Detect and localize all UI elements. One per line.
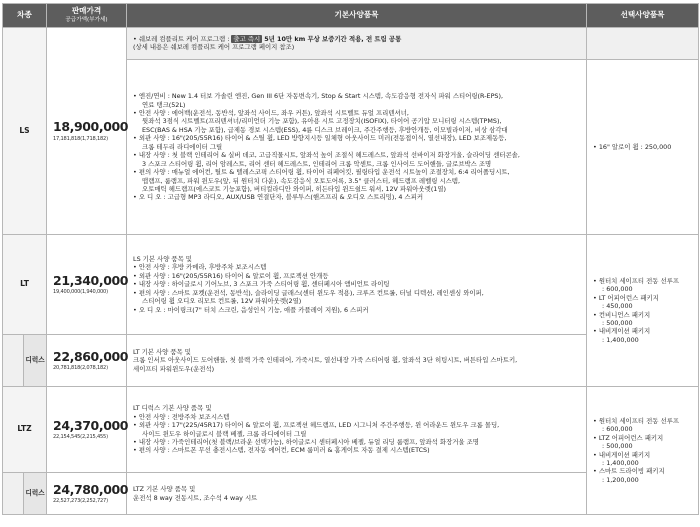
common-note-row [3, 28, 699, 60]
spec-line: LS 기본 사양 품목 및 [133, 254, 192, 263]
price-lt-value: 21,340,000 [53, 272, 129, 288]
basic-lt [127, 235, 587, 335]
option-price: : 600,000 [602, 425, 633, 434]
header-price [47, 4, 127, 28]
trim-ltz-deluxe: 디럭스 [24, 473, 47, 515]
price-ltz-value: 24,370,000 [53, 417, 129, 433]
header-basic-specs: 기본사양품목 [127, 4, 587, 28]
basic-ltz [127, 387, 587, 473]
header-price-sub: 공급가액(부가세) [65, 17, 108, 24]
price-ltz [47, 387, 127, 473]
trim-lt-deluxe: 디럭스 [24, 335, 47, 387]
basic-ltz-deluxe [127, 473, 587, 515]
trim-price-table [2, 3, 699, 515]
note-line-1-a: • 쉐보레 컴플리트 케어 프로그램 : [133, 34, 230, 43]
spec-line: 뒷좌석 3점식 시트벨트(프리텐셔너/리미언더 기능 포함), 유아용 시트 고정장치(ISOFIX), 타이어 공기압 모니터링 시스템(TPMS), [142, 117, 502, 126]
option-price: : 500,000 [602, 318, 633, 327]
basic-lt-deluxe [127, 335, 587, 387]
spec-line: 3 스포크 스티어링 휠, 리어 암레스트, 리어 센터 헤드레스트, 인테리어 크롬 악센트, 크롬 인사이드 도어핸들, 글로브박스 조명 [142, 159, 492, 168]
price-ls [47, 28, 127, 235]
option-price: : 1,200,000 [602, 475, 639, 484]
trim-indent-spacer [3, 335, 24, 387]
option-item: • 원터치 세이프티 전동 선루프 [593, 416, 679, 425]
spec-line: 세이프티 파워윈도우(운전석) [133, 364, 215, 373]
options-ltz [587, 387, 699, 515]
price-ltz-deluxe-value: 24,780,000 [53, 481, 129, 497]
spec-line: 크롬 테두리 라디에이터 그릴 [142, 142, 223, 151]
spec-line: • 외관 사양 : 17"(225/45R17) 타이어 & 알로이 휠, 프로젝션 헤드램프, LED 시그니처 주간주행등, 윈 어라운드 윈도우 크롬 몰딩, [133, 421, 500, 430]
price-lt-deluxe [47, 335, 127, 387]
spec-line: 맵램프, 룸램프, 파워 윈도우(앞, 뒤 원터치 다운), 속도감응식 오토도어록, 3.5" 클러스터, 헤드램프 레벨링 시스템, [142, 176, 461, 185]
row-ltz [3, 387, 699, 473]
trim-ltz: LTZ [3, 387, 47, 473]
price-ls-value: 18,900,000 [53, 119, 129, 135]
option-price: : 450,000 [602, 302, 633, 311]
note-option-blank [587, 28, 699, 60]
spec-line: • 안전 사양 : 후방 카메라, 후방주차 보조시스템 [133, 263, 267, 272]
trim-lt: LT [3, 235, 47, 335]
price-lt-sub: 19,400,000(1,940,000) [53, 289, 108, 296]
spec-line: • 안전 사양 : 전방주차 보조시스템 [133, 412, 230, 421]
table-header-row [3, 4, 699, 28]
options-lt [587, 235, 699, 387]
option-item: • LT 어피어런스 패키지 [593, 293, 659, 302]
price-ltz-deluxe-sub: 22,527,273(2,252,727) [53, 498, 108, 505]
option-item: • 내비게이션 패키지 [593, 327, 651, 336]
price-lt-deluxe-sub: 20,781,818(2,078,182) [53, 365, 108, 372]
row-lt [3, 235, 699, 335]
header-trim: 차종 [3, 4, 47, 28]
spec-line: • 편의 사양 : 스마트 포켓(운전석, 동반석), 슬라이딩 글래스(센터 윈도우 적용), 크루즈 컨트롤, 터널 디텍션, 레인센싱 와이퍼, [133, 288, 484, 297]
option-price: : 1,400,000 [602, 335, 639, 344]
spec-line: 스티어링 휠 오디오 리모트 컨트롤, 12V 파워아웃렛(2열) [142, 297, 302, 306]
price-lt-deluxe-value: 22,860,000 [53, 348, 129, 364]
option-item: • LTZ 어피어런스 패키지 [593, 433, 664, 442]
spec-line: ESC(BAS & HSA 기능 포함), 급제동 경보 시스템(ESS), 4륜 디스크 브레이크, 주간주행등, 후방안개등, 이모빌라이저, 비상 삼각대 [142, 125, 508, 134]
spec-line: LT 기본 사양 품목 및 [133, 347, 191, 356]
price-ls-sub: 17,181,818(1,718,182) [53, 135, 108, 142]
option-item: • 내비게이션 패키지 [593, 450, 651, 459]
note-line-1-b: 5년 10만 km 무상 보증기간 적용, 전 트림 공통 [264, 34, 402, 43]
basic-ls [127, 60, 587, 235]
option-item: • 원터치 세이프티 전동 선루프 [593, 276, 679, 285]
spec-line: 사이드 윈도우 하이글로시 블랙 베젤, 크롬 라디에이터 그릴 [142, 429, 307, 438]
header-price-label: 판매가격 [71, 6, 102, 16]
spec-line: • 편의 사양 : 매뉴얼 에어컨, 틸트 & 텔레스코픽 스티어링 휠, 타이어 리페어킷, 필링타입 운전석 시트높이 조절장치, 6:4 리어폴딩시트, [133, 168, 510, 177]
option-price: : 600,000 [602, 285, 633, 294]
trim-indent-spacer [3, 473, 24, 515]
trim-ls: LS [3, 28, 47, 235]
spec-line: • 내장 사양 : 첫 블랙 인테리어 & 실버 데코, 고급직물시트, 앞좌석 높이 조절식 헤드레스트, 앞좌석 선바이저 화장거울, 슬라이딩 센터콘솔, [133, 151, 520, 160]
spec-line: 연료 탱크(52L) [142, 100, 186, 109]
spec-line: • 내장 사양 : 하이글로시 기어노브, 3 스포크 가죽 스티어링 휠, 센터페시아 앰비언트 라이팅 [133, 280, 390, 289]
options-ls [587, 60, 699, 235]
spec-line: • 안전 사양 : 에어백(운전석, 동반석, 앞좌석 사이드, 좌우 커튼), 앞좌석 시트벨트 듀얼 프리텐셔너, [133, 108, 409, 117]
spec-line: • 외관 사양 : 16"(205/55R16) 타이어 & 스틸 휠, LED 방향지시등 일체형 아웃사이드 미러(전동접이식, 열선내장), LED 보조제동등, [133, 134, 507, 143]
spec-line: LT 디럭스 기본 사양 품목 및 [133, 404, 212, 413]
option-price: : 1,400,000 [602, 458, 639, 467]
option-price: : 500,000 [602, 442, 633, 451]
price-lt [47, 235, 127, 335]
price-ltz-sub: 22,154,545(2,215,455) [53, 434, 108, 441]
option-item: • 16" 알로이 휠 : 250,000 [593, 142, 672, 151]
spec-line: • 오 디 오 : 고급형 MP3 라디오, AUX/USB 연결단자, 블루투스(핸즈프리 & 오디오 스트리밍), 4 스피커 [133, 193, 424, 202]
spec-line: • 엔진/연비 : New 1.4 터보 가솔린 엔진, Gen III 6단 자동변속기, Stop & Start 시스템, 속도감응형 전자식 파워 스티어링(R-EPS), [133, 92, 504, 101]
spec-line: • 외관 사양 : 16"(205/55R16) 타이어 & 알로이 휠, 프로젝션 안개등 [133, 271, 329, 280]
option-item: • 스마트 드라이빙 패키지 [593, 467, 665, 476]
note-line-1 [133, 35, 401, 43]
spec-line: 크롬 인서트 아웃사이드 도어핸들, 첫 블랙 가죽 인테리어, 가죽시트, 열선내장 가죽 스티어링 휠, 앞좌석 3단 히팅시트, 버튼타입 스마트키, [133, 356, 518, 365]
spec-line: 운전석 8 way 전동시트, 조수석 4 way 시트 [133, 493, 258, 502]
spec-line: • 편의 사양 : 스마트폰 무선 충전시스템, 전자동 에어컨, ECM 룸미러 & 홈게이트 자동 결제 시스템(ETCS) [133, 446, 430, 455]
option-item: • 컨비니언스 패키지 [593, 310, 651, 319]
price-ltz-deluxe [47, 473, 127, 515]
note-line-2: (상세 내용은 쉐보레 컴플리트 케어 프로그램 페이지 참조) [133, 43, 295, 51]
spec-line: 오토매틱 헤드램프(에스코트 기능포함), 버티컬라디안 와이퍼, 히든타입 윈드쉴드 워셔, 12V 파워아웃렛(1열) [142, 185, 447, 194]
spec-line: • 오 디 오 : 마이링크(7" 터치 스크린, 음성인식 기능, 애플 카플레이 지원), 6 스피커 [133, 305, 369, 314]
common-note [127, 28, 587, 60]
spec-line: LTZ 기본 사양 품목 및 [133, 485, 196, 494]
note-highlight: 출고 즉시 [233, 34, 261, 43]
header-options: 선택사양품목 [587, 4, 699, 28]
spec-line: • 내장 사양 : 가죽인테리어(첫 블랙/브라운 선택가능), 하이글로시 센터페시아 베젤, 듀얼 리딩 룸램프, 앞좌석 화장거울 조명 [133, 437, 479, 446]
